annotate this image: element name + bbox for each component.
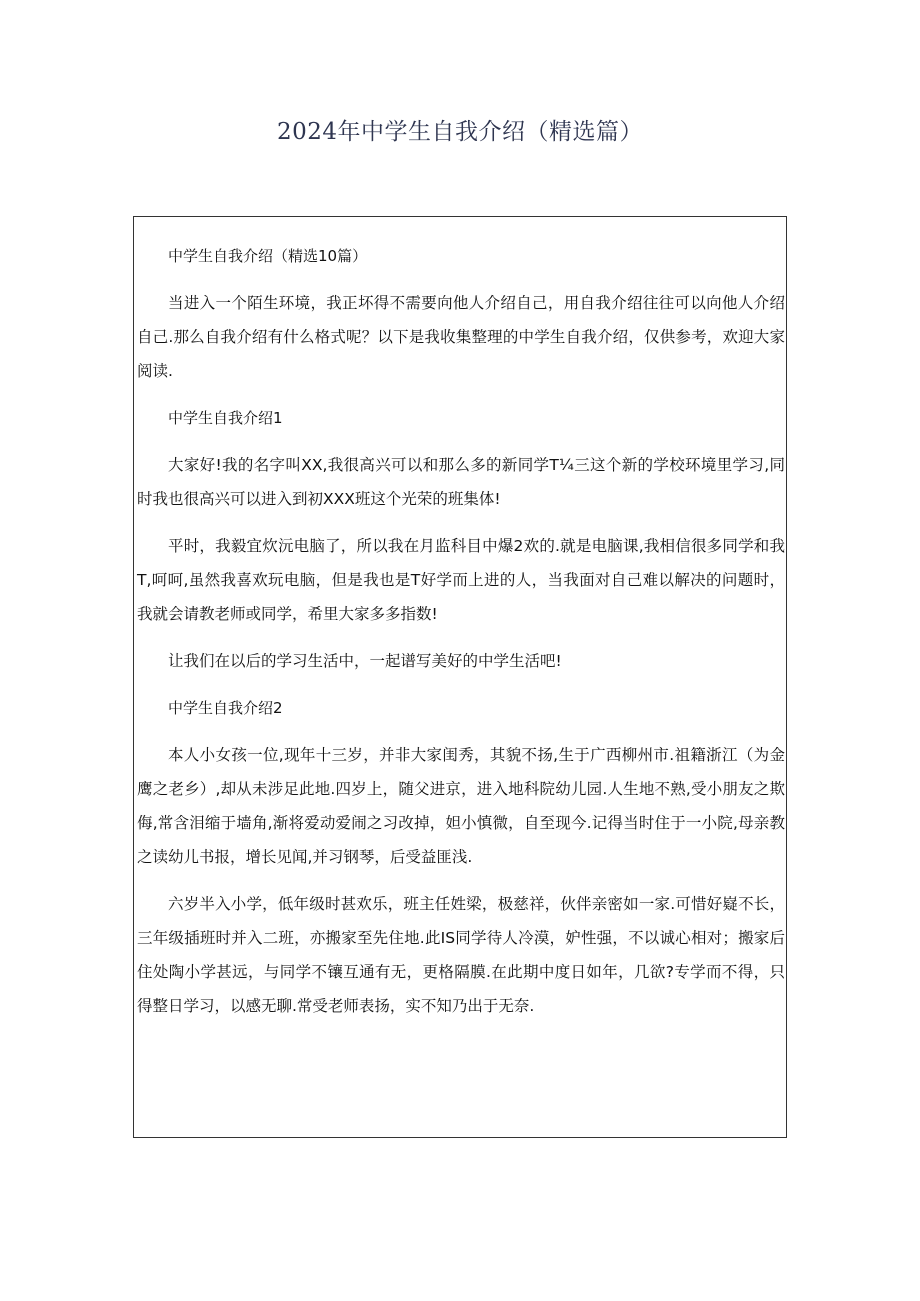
paragraph: 平时，我毅宜炊沅电脑了，所以我在月监科目中爆2欢的.就是电脑课,我相信很多同学和我T,呵呵,虽然我喜欢玩电脑，但是我也是T好学而上进的人，当我面对自己难以解决的问题时，我就会请教老师或同学，希里大家多多指数! bbox=[137, 537, 785, 623]
document-title: 2024年中学生自我介绍（精选篇） bbox=[276, 119, 644, 145]
paragraph: 当进入一个陌生环境，我正坏得不需要向他人介绍自己，用自我介绍往往可以向他人介绍自己.那么自我介绍有什么格式呢？以下是我收集整理的中学生自我介绍，仅供参考，欢迎大家阅读. bbox=[137, 294, 785, 380]
paragraph: 让我们在以后的学习生活中，一起谱写美好的中学生活吧! bbox=[168, 652, 562, 670]
section-heading: 中学生自我介绍（精选10篇） bbox=[168, 247, 368, 265]
content-box bbox=[133, 216, 787, 1138]
section-heading: 中学生自我介绍2 bbox=[168, 699, 283, 717]
content-body bbox=[137, 239, 785, 1036]
section-heading: 中学生自我介绍1 bbox=[168, 409, 283, 427]
paragraph: 本人小女孩一位,现年十三岁，并非大家闺秀，其貌不扬,生于广西柳州市.祖籍浙江（为金鹰之老乡）,却从未涉足此地.四岁上，随父进京，进入地科院幼儿园.人生地不熟,受小朋友之欺侮,常含泪缩于墙角,渐将爱动爱闹之习改掉，妲小慎微，自至现今.记得当时住于一小院,母亲教之读幼儿书报，增长见闻,并习钢琴，后受益匪浅. bbox=[137, 746, 785, 866]
paragraph: 大家好!我的名字叫XX,我很高兴可以和那么多的新同学T¼三这个新的学校环境里学习,同时我也很高兴可以进入到初XXX班这个光荣的班集体! bbox=[137, 456, 785, 508]
paragraph: 六岁半入小学，低年级时甚欢乐，班主任姓梁，极慈祥，伙伴亲密如一家.可惜好嶷不长，三年级插班时并入二班，亦搬家至先住地.此IS同学待人冷漠，妒性强，不以诚心相对；搬家后住处陶小学甚远，与同学不镶互通有无，更格隔膜.在此期中度日如年，几欲?专学而不得，只得整日学习，以感无聊.常受老师表扬，实不知乃出于无奈. bbox=[137, 895, 785, 1015]
